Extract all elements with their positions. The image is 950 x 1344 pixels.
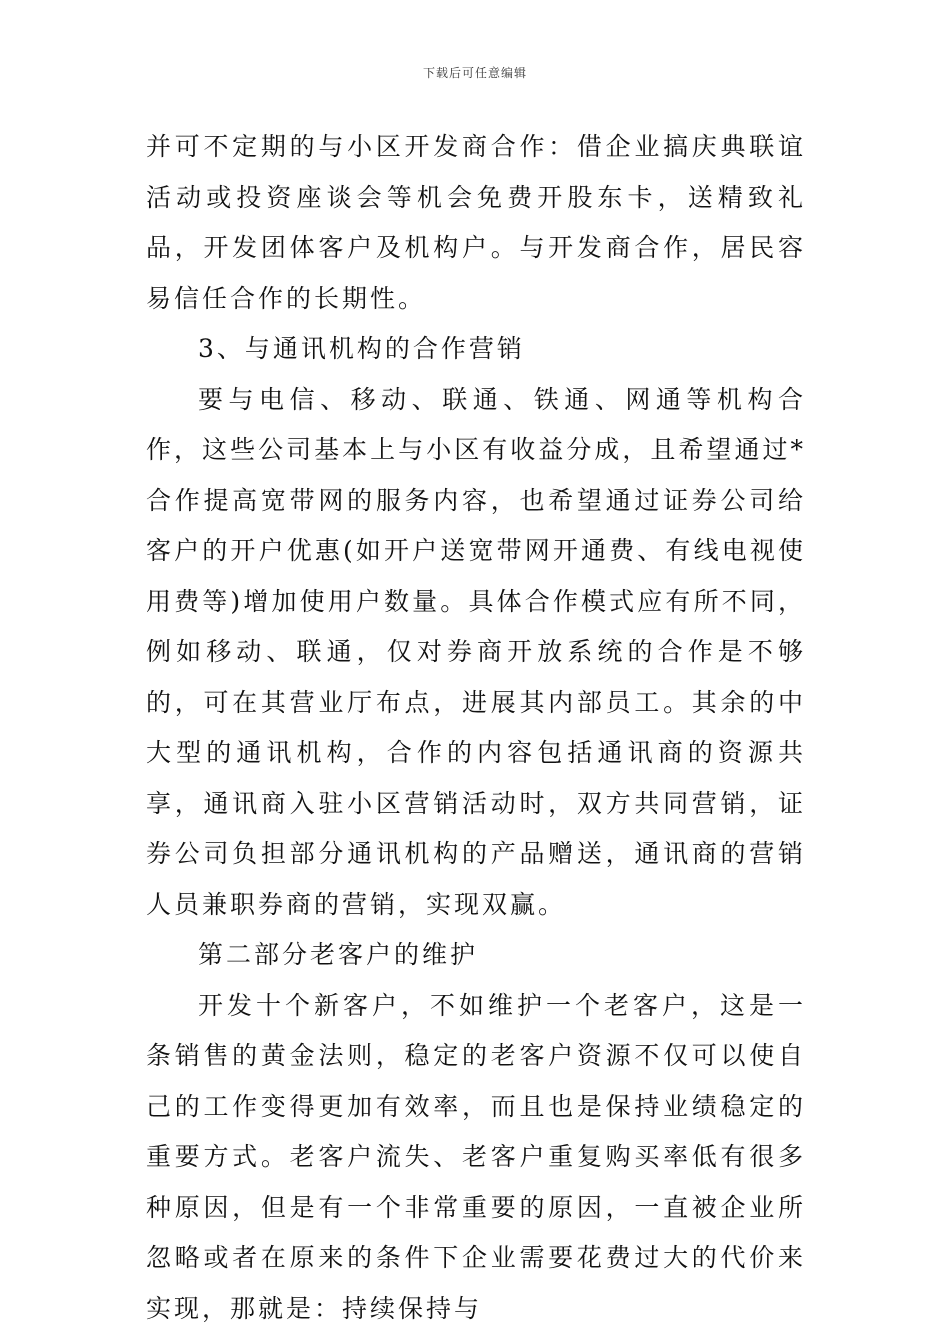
section-heading-telecom: 3、与通讯机构的合作营销 <box>198 334 525 363</box>
section-heading-old-customers: 第二部分老客户的维护 <box>198 940 479 969</box>
paragraph-old-customer-maintenance: 开发十个新客户，不如维护一个老客户，这是一条销售的黄金法则，稳定的老客户资源不仅可以使自己的工作变得更加有效率，而且也是保持业绩稳定的重要方式。老客户流失、老客户重复购买率低有很多种原因，但是有一个非常重要的原因，一直被企业所忽略或者在原来的条件下企业需要花费过大的代价来实现，那就是：持续保持与 <box>146 990 806 1323</box>
document-body <box>146 122 806 1334</box>
paragraph-telecom-cooperation: 要与电信、移动、联通、铁通、网通等机构合作，这些公司基本上与小区有收益分成，且希望通过*合作提高宽带网的服务内容，也希望通过证券公司给客户的开户优惠(如开户送宽带网开通费、有线电视使用费等)增加使用户数量。具体合作模式应有所不同，例如移动、联通，仅对券商开放系统的合作是不够的，可在其营业厅布点，进展其内部员工。其余的中大型的通讯机构，合作的内容包括通讯商的资源共享，通讯商入驻小区营销活动时，双方共同营销，证券公司负担部分通讯机构的产品赠送，通讯商的营销人员兼职券商的营销，实现双赢。 <box>146 384 806 919</box>
page-header: 下载后可任意编辑 <box>422 66 527 80</box>
paragraph-developer-cooperation: 并可不定期的与小区开发商合作：借企业搞庆典联谊活动或投资座谈会等机会免费开股东卡，送精致礼品，开发团体客户及机构户。与开发商合作，居民容易信任合作的长期性。 <box>146 132 806 313</box>
